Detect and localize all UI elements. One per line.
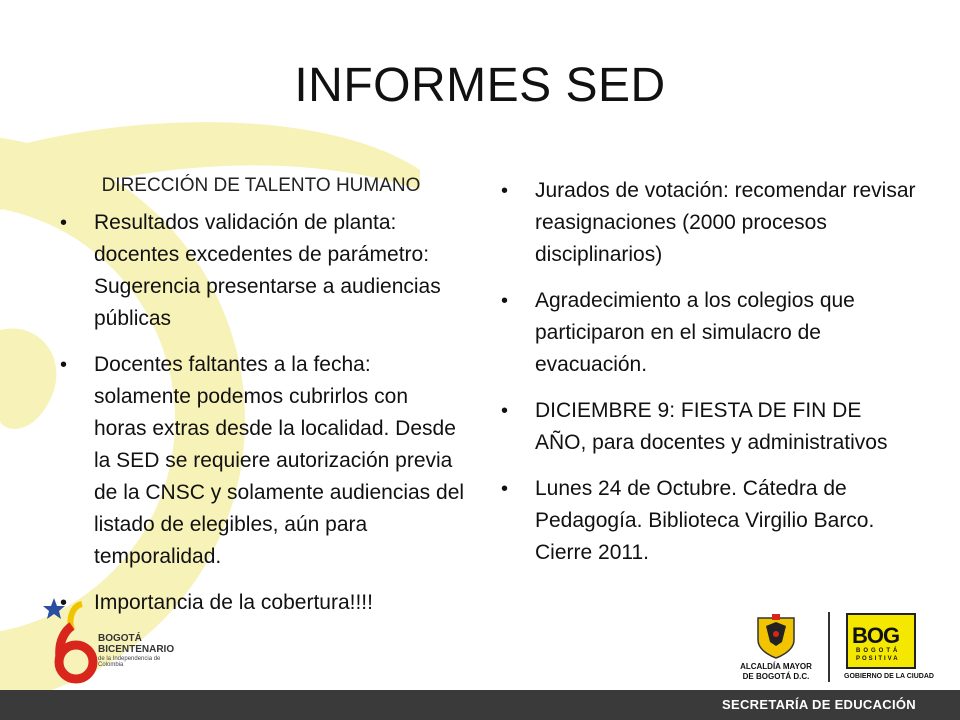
left-subheading: DIRECCIÓN DE TALENTO HUMANO bbox=[101, 175, 421, 196]
right-bullet-list bbox=[497, 175, 917, 569]
logo-divider bbox=[828, 612, 830, 682]
list-item: • Resultados validación de planta: docentes excedentes de parámetro: Sugerencia presentarse a audiencias públicas bbox=[56, 207, 466, 335]
bicentenario-logo bbox=[42, 596, 182, 688]
bicentenario-line1: BOGOTÁ bbox=[98, 633, 142, 644]
bog-caption: GOBIERNO DE LA CIUDAD bbox=[844, 673, 934, 680]
alcaldia-logo bbox=[726, 612, 826, 688]
bicentenario-mark-icon bbox=[42, 596, 102, 688]
bicentenario-line3: de la Independencia de Colombia bbox=[98, 656, 161, 668]
bog-sub1: BOGOTÁ bbox=[856, 648, 901, 654]
bogota-positiva-logo bbox=[844, 613, 934, 687]
coat-of-arms-icon bbox=[726, 612, 826, 662]
list-item: • DICIEMBRE 9: FIESTA DE FIN DE AÑO, para docentes y administrativos bbox=[497, 395, 917, 459]
bog-sub2: POSITIVA bbox=[856, 656, 900, 662]
left-column bbox=[56, 175, 466, 633]
alcaldia-label bbox=[726, 662, 826, 682]
list-item: • Importancia de la cobertura!!!! bbox=[56, 587, 466, 619]
footer-bar bbox=[0, 690, 960, 720]
yellow-blob-shape bbox=[0, 328, 56, 428]
list-item: • Agradecimiento a los colegios que participaron en el simulacro de evacuación. bbox=[497, 285, 917, 381]
list-item: • Jurados de votación: recomendar revisar reasignaciones (2000 procesos disciplinarios) bbox=[497, 175, 917, 271]
left-bullet-list bbox=[56, 207, 466, 619]
bicentenario-line2: BICENTENARIO bbox=[98, 644, 175, 655]
right-column bbox=[497, 175, 917, 583]
footer-text: SECRETARÍA DE EDUCACIÓN bbox=[722, 697, 916, 712]
bog-box bbox=[846, 613, 916, 669]
bog-mark: BOG bbox=[852, 623, 900, 648]
alcaldia-line1: ALCALDÍA MAYOR bbox=[740, 662, 812, 671]
alcaldia-line2: DE BOGOTÁ D.C. bbox=[742, 672, 810, 681]
list-item: • Lunes 24 de Octubre. Cátedra de Pedagogía. Biblioteca Virgilio Barco. Cierre 2011. bbox=[497, 473, 917, 569]
slide-title: INFORMES SED bbox=[294, 59, 666, 112]
list-item: • Docentes faltantes a la fecha: solamente podemos cubrirlos con horas extras desde la localidad. Desde la SED se requiere autorización previa de la CNSC y solamente audiencias del listado de elegibles, aún para temporalidad. bbox=[56, 349, 466, 573]
